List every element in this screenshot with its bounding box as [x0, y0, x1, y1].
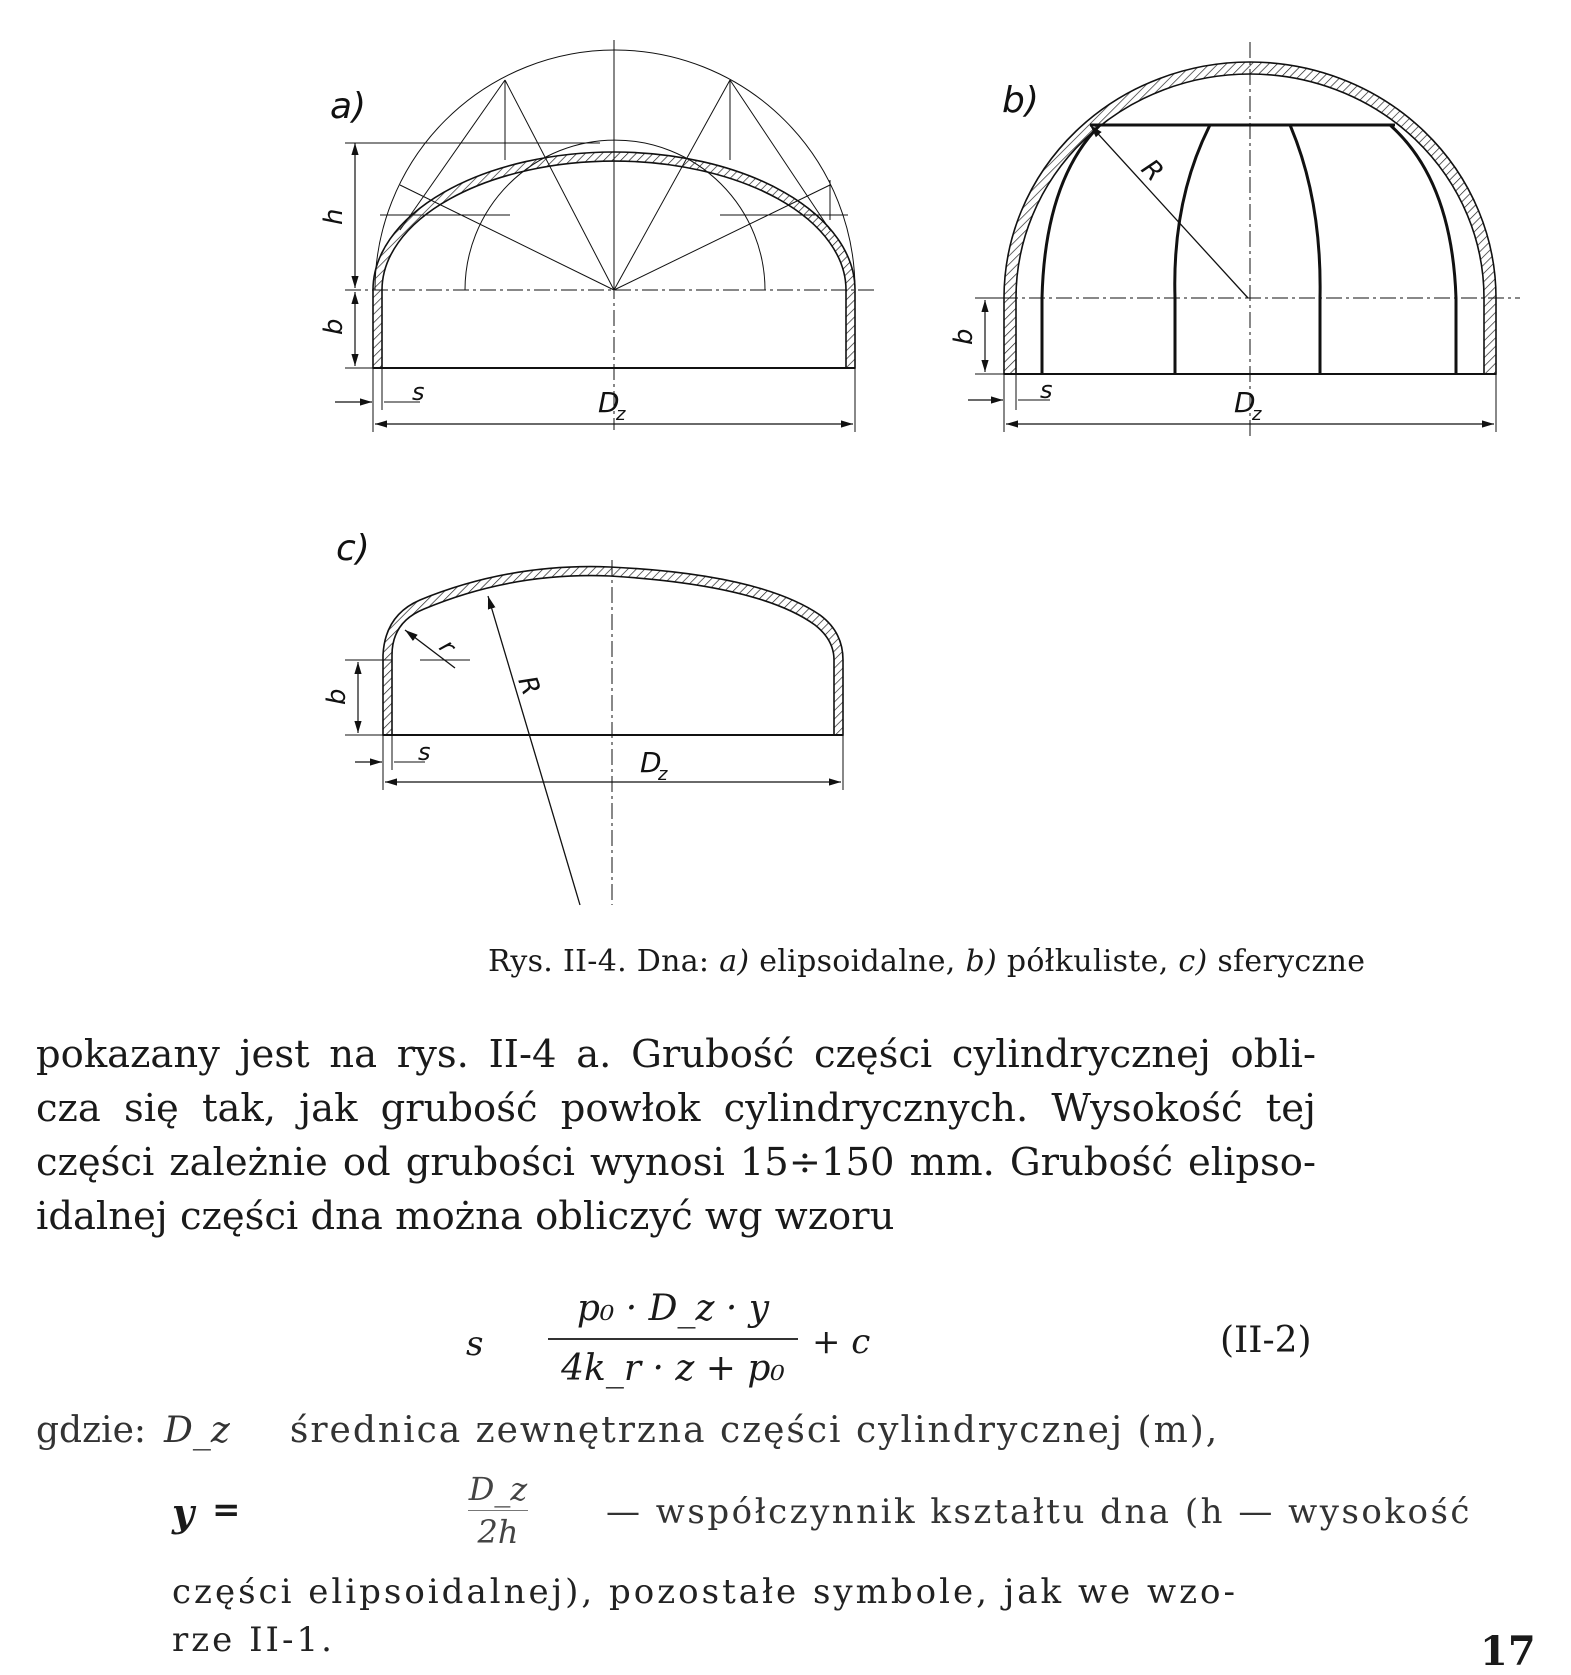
body-paragraph [36, 1028, 1316, 1244]
dim-dz-sub-a: z [616, 404, 626, 425]
caption-a-text: elipsoidalne, [749, 944, 966, 979]
where-clause [36, 1410, 1219, 1451]
panel-b-label: b) [1002, 80, 1039, 121]
equation-II-2 [0, 1284, 1571, 1404]
equation-fraction [548, 1284, 798, 1394]
dim-b-label-a: b [319, 318, 349, 335]
paragraph-line-3: części zależnie od grubości wynosi 15÷150 mm. Grubość elipso- [36, 1140, 1316, 1185]
caption-b-letter: b) [965, 944, 997, 979]
dim-r-label-b: R [1135, 153, 1170, 188]
equation-lhs: s [466, 1324, 484, 1364]
dim-h-label: h [319, 208, 349, 225]
petal-segments [1042, 125, 1456, 374]
caption-c-text: sferyczne [1207, 944, 1366, 979]
paragraph-line-4: idalnej części dna można obliczyć wg wzoru [36, 1194, 895, 1239]
continuation-line-1: części elipsoidalnej), pozostałe symbole, jak we wzo- [172, 1572, 1238, 1612]
page-number: 17 [1480, 1628, 1536, 1675]
y-frac-numerator: D_z [468, 1470, 528, 1508]
paragraph-line-2: cza się tak, jak grubość powłok cylindrycznych. Wysokość tej [36, 1086, 1316, 1131]
where-symbol: D_z [164, 1410, 230, 1451]
caption-a-letter: a) [719, 944, 750, 979]
dim-r-small-label-c: r [433, 633, 462, 660]
construction-circle-large [375, 50, 855, 290]
panel-a-labels [319, 86, 626, 425]
panel-a-ellipsoidal [335, 40, 875, 432]
spherical-shell [383, 567, 843, 735]
dim-s-label-c: s [418, 738, 431, 766]
y-frac-denominator: 2h [477, 1513, 519, 1551]
dim-dz-sub-b: z [1252, 404, 1262, 425]
dim-b-label-c: b [322, 688, 352, 705]
equation-denominator: 4k_r · z + p₀ [561, 1348, 785, 1389]
figure-caption [488, 944, 1365, 979]
y-frac-bar [468, 1510, 528, 1511]
caption-b-text: półkuliste, [996, 944, 1179, 979]
y-equals: = [212, 1490, 241, 1530]
dim-dz-sub-c: z [658, 764, 668, 785]
y-definition [172, 1470, 1472, 1551]
y-symbol: y [172, 1490, 195, 1535]
y-description: — współczynnik kształtu dna (h — wysokość [606, 1492, 1472, 1532]
y-fraction [468, 1470, 528, 1551]
dim-r-big-label-c: R [511, 672, 546, 700]
paragraph-line-1: pokazany jest na rys. II-4 a. Grubość części cylindrycznej obli- [36, 1032, 1316, 1077]
dim-dz-label-a: D [598, 386, 620, 419]
fraction-bar [548, 1338, 798, 1340]
dim-s-label-a: s [412, 378, 425, 406]
continuation-line-2: rze II-1. [172, 1620, 335, 1660]
caption-c-letter: c) [1178, 944, 1208, 979]
panel-a-label: a) [330, 86, 367, 127]
equation-numerator: p₀ · D_z · y [576, 1288, 770, 1329]
equation-tail: + c [812, 1322, 871, 1362]
panel-c-label: c) [336, 528, 370, 569]
caption-prefix: Rys. II-4. Dna: [488, 944, 720, 979]
equation-number: (II-2) [1220, 1320, 1312, 1361]
dim-b-label-b: b [949, 328, 979, 345]
panel-c-spherical [345, 560, 843, 905]
dim-s-label-b: s [1040, 376, 1053, 404]
where-description: średnica zewnętrzna części cylindrycznej (m), [289, 1410, 1220, 1451]
dim-dz-label-b: D [1234, 386, 1256, 419]
dim-dz-label-c: D [640, 746, 662, 779]
where-lead: gdzie: [36, 1410, 147, 1451]
